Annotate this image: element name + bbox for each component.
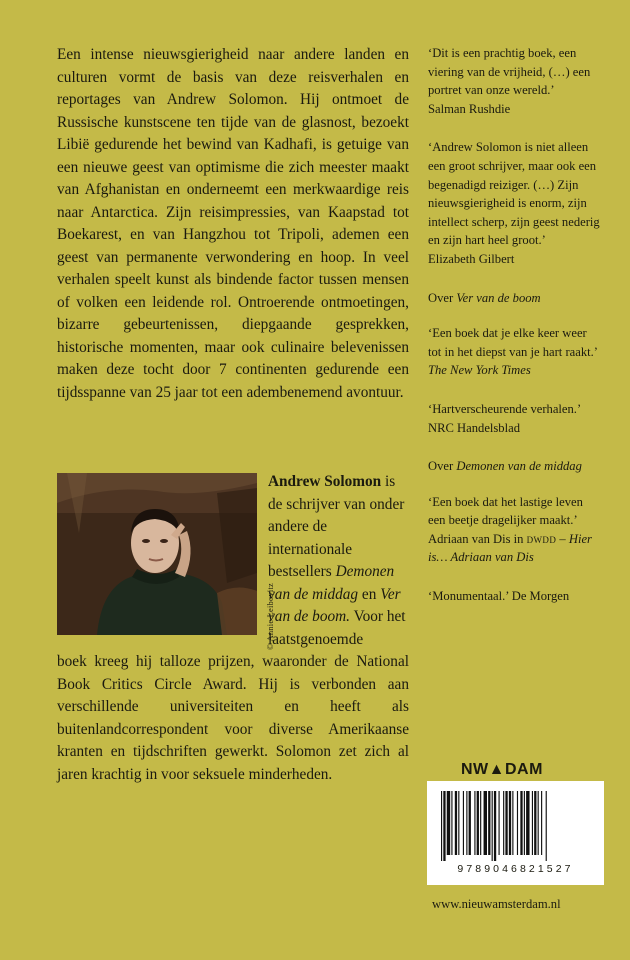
barcode-bar [477, 791, 479, 855]
quote-text: ‘Monumentaal.’ [428, 589, 509, 604]
barcode-bar [538, 791, 539, 855]
barcode-bar [488, 791, 490, 855]
barcode-bar [469, 791, 471, 855]
quote-text: ‘Andrew Solomon is niet alleen een groot schrijver, maar ook een begenadigd reiziger. (…) Zijn nieuwsgierigheid is enorm, zijn intellect scherp, zijn geest nederig en zijn hart heel groot.’ [428, 140, 600, 248]
quote-text: ‘Een boek dat je elke keer weer tot in het diepst van je hart raakt.’ [428, 326, 598, 359]
quote-source: Adriaan van Dis in [428, 531, 524, 546]
publisher-website[interactable]: www.nieuwamsterdam.nl [432, 897, 561, 911]
quote-nrc [428, 400, 603, 437]
heading-title: Demonen van de middag [456, 459, 582, 474]
section-heading-demonen [428, 457, 603, 476]
quote-gilbert [428, 138, 603, 268]
book-title-1: Demonen van de middag [268, 563, 395, 603]
barcode-bar [494, 791, 496, 861]
quote-source: Salman Rushdie [428, 101, 511, 116]
quote-van-dis [428, 493, 603, 567]
barcode-bar [443, 791, 445, 861]
author-bio-continued: boek kreeg hij talloze prijzen, waaronder de National Book Critics Circle Award. Hij is verbonden aan verschillende universiteiten en heeft als buitenlandcorrespondent voor diverse Amerikaanse kranten en tijdschriften gewerkt. Solomon zet zich al jaren krachtig in voor seksuele minderheden. [57, 653, 409, 783]
barcode-bar [463, 791, 464, 855]
barcode-bar [484, 791, 487, 855]
barcode-bar [474, 791, 475, 855]
book-title-2: Ver van de boom. [268, 585, 401, 625]
quote-text: ‘Een boek dat het lastige leven een beetje dragelijker maakt.’ [428, 494, 583, 528]
isbn-number: 9789046821527 [457, 863, 574, 875]
quote-source: Elizabeth Gilbert [428, 251, 515, 266]
barcode-bar [509, 791, 511, 855]
barcode-bar [517, 791, 518, 855]
author-name: Andrew Solomon [268, 473, 382, 490]
barcode-bar [499, 791, 500, 855]
quote-source: NRC Handelsblad [428, 420, 520, 435]
heading-title: Ver van de boom [456, 290, 541, 305]
barcode-bar [526, 791, 529, 855]
heading-prefix: Over [428, 459, 454, 474]
barcode-bar [541, 791, 542, 855]
barcode-bar [505, 791, 507, 855]
quote-source-dash: – [559, 531, 566, 546]
quote-text: ‘Hartverscheurende verhalen.’ [428, 401, 582, 416]
barcode-bar [534, 791, 536, 855]
barcode-bar [441, 791, 442, 861]
barcode-bar [524, 791, 525, 855]
barcode-bar [492, 791, 493, 861]
quote-text: ‘Dit is een prachtig boek, een viering van de vrijheid, (…) een portret van onze wereld.’ [428, 46, 591, 98]
barcode-bar [458, 791, 459, 855]
photo-credit: © Annie Leibovitz [265, 583, 275, 650]
barcode-bar [512, 791, 513, 855]
barcode-bar [520, 791, 522, 855]
barcode-bar [532, 791, 533, 855]
quote-source: The New York Times [428, 363, 531, 378]
heading-prefix: Over [428, 290, 454, 305]
bio-text-1: is de schrijver van onder andere de internationale bestsellers [268, 473, 405, 580]
author-bio-intro [268, 471, 410, 651]
quote-nyt [428, 324, 603, 380]
quote-rushdie [428, 44, 603, 118]
quote-de-morgen [428, 587, 603, 606]
section-heading-ver-van-de-boom [428, 289, 603, 308]
barcode-bar [447, 791, 450, 855]
barcode-bars [437, 791, 594, 861]
quote-source-show: dwdd [526, 531, 557, 546]
author-photo [57, 473, 257, 635]
quote-source: De Morgen [511, 589, 570, 604]
barcode-bar [503, 791, 504, 855]
review-quotes [428, 44, 603, 626]
publisher-logo: NW▲DAM [461, 761, 543, 778]
bio-and: en [361, 585, 377, 603]
blurb-paragraph: Een intense nieuwsgierigheid naar andere landen en culturen vormt de basis van deze reisverhalen en reportages van Andrew Solomon. Hij ontmoet de Russische kunstscene ten tijde van de glasnost, bezoekt Libië gedurende het bewind van Kadhafi, is getuige van een nieuwe geest van optimisme die zich meester maakt van Afghanistan en onderneemt een merkwaardige reis naar Antarctica. Zijn reisimpressies, van Kaapstad tot Boekarest, en van Hangzhou tot Tripoli, ademen een geest van permanente verwondering en hoop. In veel verhalen speelt kunst als bindende factor tussen mensen of volken een leidende rol. Ontroerende ontmoetingen, bizarre gebeurtenissen, diepgaande gesprekken, historische momenten, maar ook culinaire belevenissen maken deze tocht door 7 continenten gedurende een tijdsspanne van 25 jaar tot een adembenemend avontuur. [57, 46, 409, 401]
barcode-bar [480, 791, 481, 855]
bio-text-2: Voor het laatstgenoemde [268, 608, 406, 648]
barcode-bar [546, 791, 547, 861]
barcode-bar [466, 791, 467, 855]
quote-source-title: Hier is… Adriaan van Dis [428, 531, 592, 565]
barcode-bar [451, 791, 452, 855]
isbn-barcode [427, 781, 604, 885]
barcode-bar [455, 791, 457, 855]
